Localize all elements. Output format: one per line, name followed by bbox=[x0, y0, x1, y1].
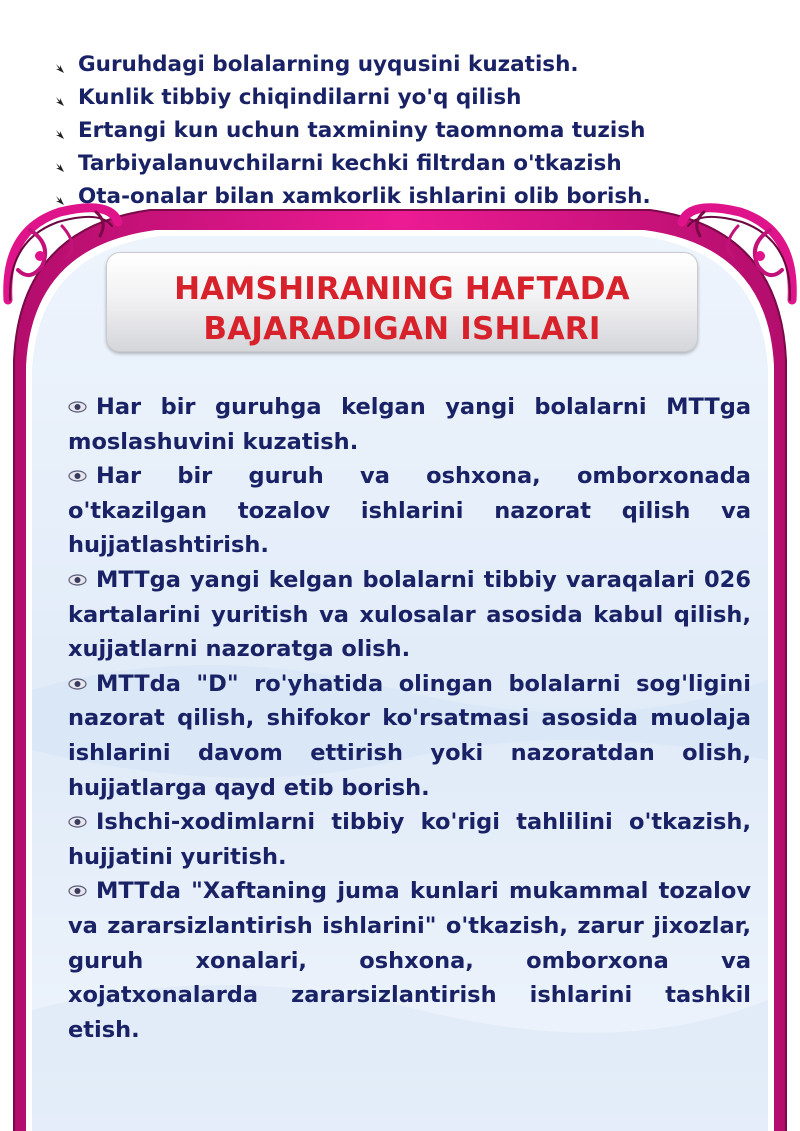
arrow-bullet-icon bbox=[54, 96, 66, 108]
arrow-bullet-icon bbox=[54, 129, 66, 141]
weekly-task-text: MTTda "Xaftaning juma kunlari mukammal tozalov va zararsizlantirish ishlarini" o'tkazish, zarur jixozlar, guruh xonalari, oshxona, omborxona va xojatxonalarda zararsizlantirish ishlarini tashkil etish. bbox=[68, 878, 751, 1043]
weekly-task-item bbox=[68, 459, 751, 563]
weekly-task-text: MTTga yangi kelgan bolalarni tibbiy varaqalari 026 kartalarini yuritish va xulosalar asosida kabul qilish, xujjatlarni nazoratga olish. bbox=[68, 566, 751, 663]
weekly-task-text: Har bir guruh va oshxona, omborxonada o'tkazilgan tozalov ishlarini nazorat qilish va hujjatlashtirish. bbox=[68, 463, 751, 559]
weekly-task-item bbox=[68, 805, 751, 874]
weekly-task-list bbox=[68, 390, 751, 1047]
top-task-item bbox=[50, 81, 770, 114]
title-banner bbox=[106, 252, 698, 352]
eye-icon bbox=[68, 401, 87, 413]
weekly-task-text: Ishchi-xodimlarni tibbiy ko'rigi tahlilini o'tkazish, hujjatini yuritish. bbox=[68, 809, 751, 870]
eye-icon bbox=[68, 885, 87, 897]
top-task-text: Kunlik tibbiy chiqindilarni yo'q qilish bbox=[78, 85, 522, 110]
arrow-bullet-icon bbox=[54, 195, 66, 207]
weekly-task-item bbox=[68, 667, 751, 805]
arrow-bullet-icon bbox=[54, 63, 66, 75]
top-task-text: Ota-onalar bilan xamkorlik ishlarini olib borish. bbox=[78, 184, 651, 209]
arrow-bullet-icon bbox=[54, 162, 66, 174]
top-task-text: Guruhdagi bolalarning uyqusini kuzatish. bbox=[78, 52, 579, 77]
top-task-item bbox=[50, 180, 770, 213]
eye-icon bbox=[68, 574, 87, 586]
weekly-task-text: MTTda "D" ro'yhatida olingan bolalarni sog'ligini nazorat qilish, shifokor ko'rsatmasi asosida muolaja ishlarini davom ettirish yoki nazoratdan olish, hujjatlarga qayd etib borish. bbox=[68, 670, 751, 801]
weekly-task-item bbox=[68, 390, 751, 459]
page-title-line-2: BAJARADIGAN ISHLARI bbox=[203, 311, 601, 347]
weekly-task-text: Har bir guruhga kelgan yangi bolalarni MTTga moslashuvini kuzatish. bbox=[68, 394, 751, 455]
top-task-text: Ertangi kun uchun taxmininy taomnoma tuzish bbox=[78, 118, 646, 143]
eye-icon bbox=[68, 470, 87, 482]
top-task-item bbox=[50, 147, 770, 180]
weekly-task-item bbox=[68, 874, 751, 1047]
top-task-item bbox=[50, 48, 770, 81]
weekly-task-item bbox=[68, 563, 751, 667]
top-task-text: Tarbiyalanuvchilarni kechki filtrdan o'tkazish bbox=[78, 151, 622, 176]
eye-icon bbox=[68, 678, 87, 690]
top-task-list bbox=[50, 48, 770, 213]
eye-icon bbox=[68, 816, 87, 828]
page-title-line-1: HAMSHIRANING HAFTADA bbox=[174, 271, 630, 307]
top-task-item bbox=[50, 114, 770, 147]
